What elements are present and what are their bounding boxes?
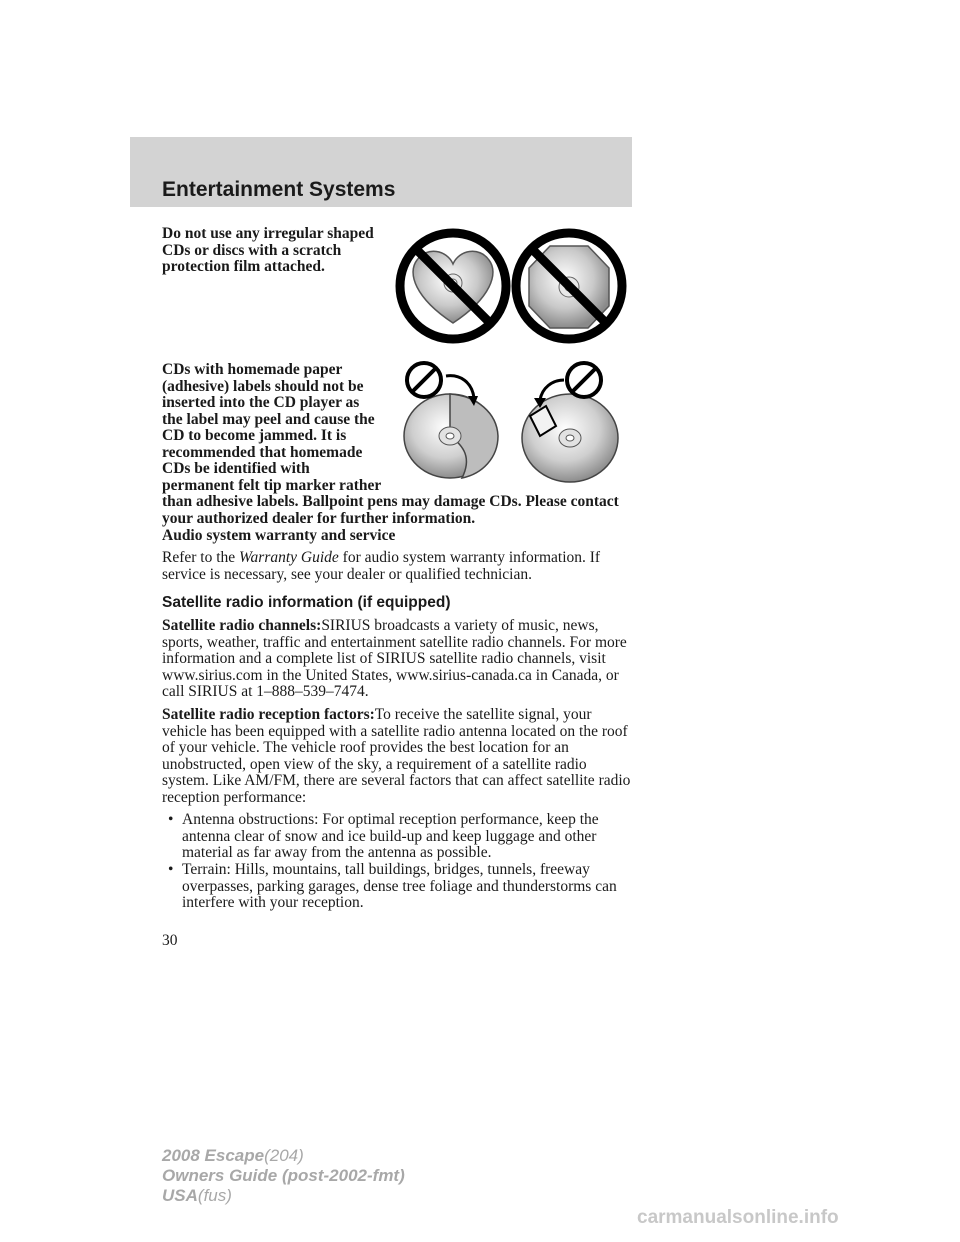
bullet-icon: • — [168, 861, 174, 878]
no-irregular-cd-icon — [395, 228, 627, 344]
bullet-icon: • — [168, 811, 174, 828]
watermark: carmanualsonline.info — [637, 1207, 839, 1228]
adhesive-label-line: recommended that homemade — [162, 443, 363, 461]
adhesive-label-line: CDs with homemade paper — [162, 361, 343, 378]
satellite-heading: Satellite radio information (if equipped) — [162, 594, 451, 611]
satellite-channels-paragraph — [162, 618, 632, 701]
footer-model-code: (204) — [264, 1146, 304, 1165]
footer-market-code: (fus) — [197, 1186, 232, 1205]
section-title: Entertainment Systems — [162, 178, 396, 201]
audio-warranty-heading: Audio system warranty and service — [162, 527, 396, 544]
page-number: 30 — [162, 932, 178, 949]
refer-pre: Refer to the — [162, 549, 236, 566]
heart-disc-icon — [400, 233, 506, 339]
document-footer — [162, 1146, 405, 1206]
reception-label: Satellite radio reception factors: — [162, 706, 375, 723]
peeling-label-disc-icon — [404, 363, 498, 478]
satellite-reception-paragraph — [162, 707, 632, 806]
bullet-text: Antenna obstructions: For optimal reception performance, keep the antenna clear of snow and ice build-up and keep luggage and other material as far away from the antenna as possible. — [182, 811, 599, 861]
refer-post: for audio system warranty information. If service is necessary, see your dealer or qualified technician. — [162, 549, 601, 583]
adhesive-label-line: CD to become jammed. It is — [162, 427, 347, 444]
adhesive-label-line: the label may peel and cause the — [162, 410, 375, 428]
no-adhesive-label-cd-icon — [402, 358, 632, 488]
audio-warranty-text — [162, 550, 632, 583]
label-patch-disc-icon — [522, 363, 618, 482]
bullet-text: Terrain: Hills, mountains, tall buildings, bridges, tunnels, freeway overpasses, parking garages, dense tree foliage and thunderstorms can interfere with your reception. — [182, 861, 617, 911]
adhesive-label-rest: than adhesive labels. Ballpoint pens may damage CDs. Please contact your authorized dealer for further information. — [162, 493, 619, 527]
channels-label: Satellite radio channels: — [162, 617, 322, 634]
octagon-disc-icon — [516, 233, 622, 339]
adhesive-label-line: CDs be identified with — [162, 460, 310, 477]
irregular-cd-warning: Do not use any irregular shaped CDs or discs with a scratch protection film attached. — [162, 225, 374, 275]
footer-guide: Owners Guide (post-2002-fmt) — [162, 1166, 405, 1185]
adhesive-label-line: (adhesive) labels should not be — [162, 377, 364, 395]
warranty-guide-title: Warranty Guide — [239, 549, 339, 566]
adhesive-label-line: permanent felt tip marker rather — [162, 476, 382, 494]
footer-market: USA — [162, 1186, 198, 1205]
footer-model: 2008 Escape — [162, 1146, 265, 1165]
reception-text: To receive the satellite signal, your vehicle has been equipped with a satellite radio antenna located on the roof of your vehicle. The vehicle roof provides the best location for an unobstructed, open view of the sky, a requirement of a satellite radio system. Like AM/FM, there are several factors that can affect satellite radio reception performance: — [162, 706, 631, 806]
adhesive-label-line: inserted into the CD player as — [162, 394, 360, 411]
channels-text: SIRIUS broadcasts a variety of music, news, sports, weather, traffic and entertainment satellite radio channels. For more information and a complete list of SIRIUS satellite radio channels, visit www.sirius.com in the United States, www.sirius-canada.ca in Canada, or call SIRIUS at 1–888–539–7474. — [162, 617, 627, 700]
